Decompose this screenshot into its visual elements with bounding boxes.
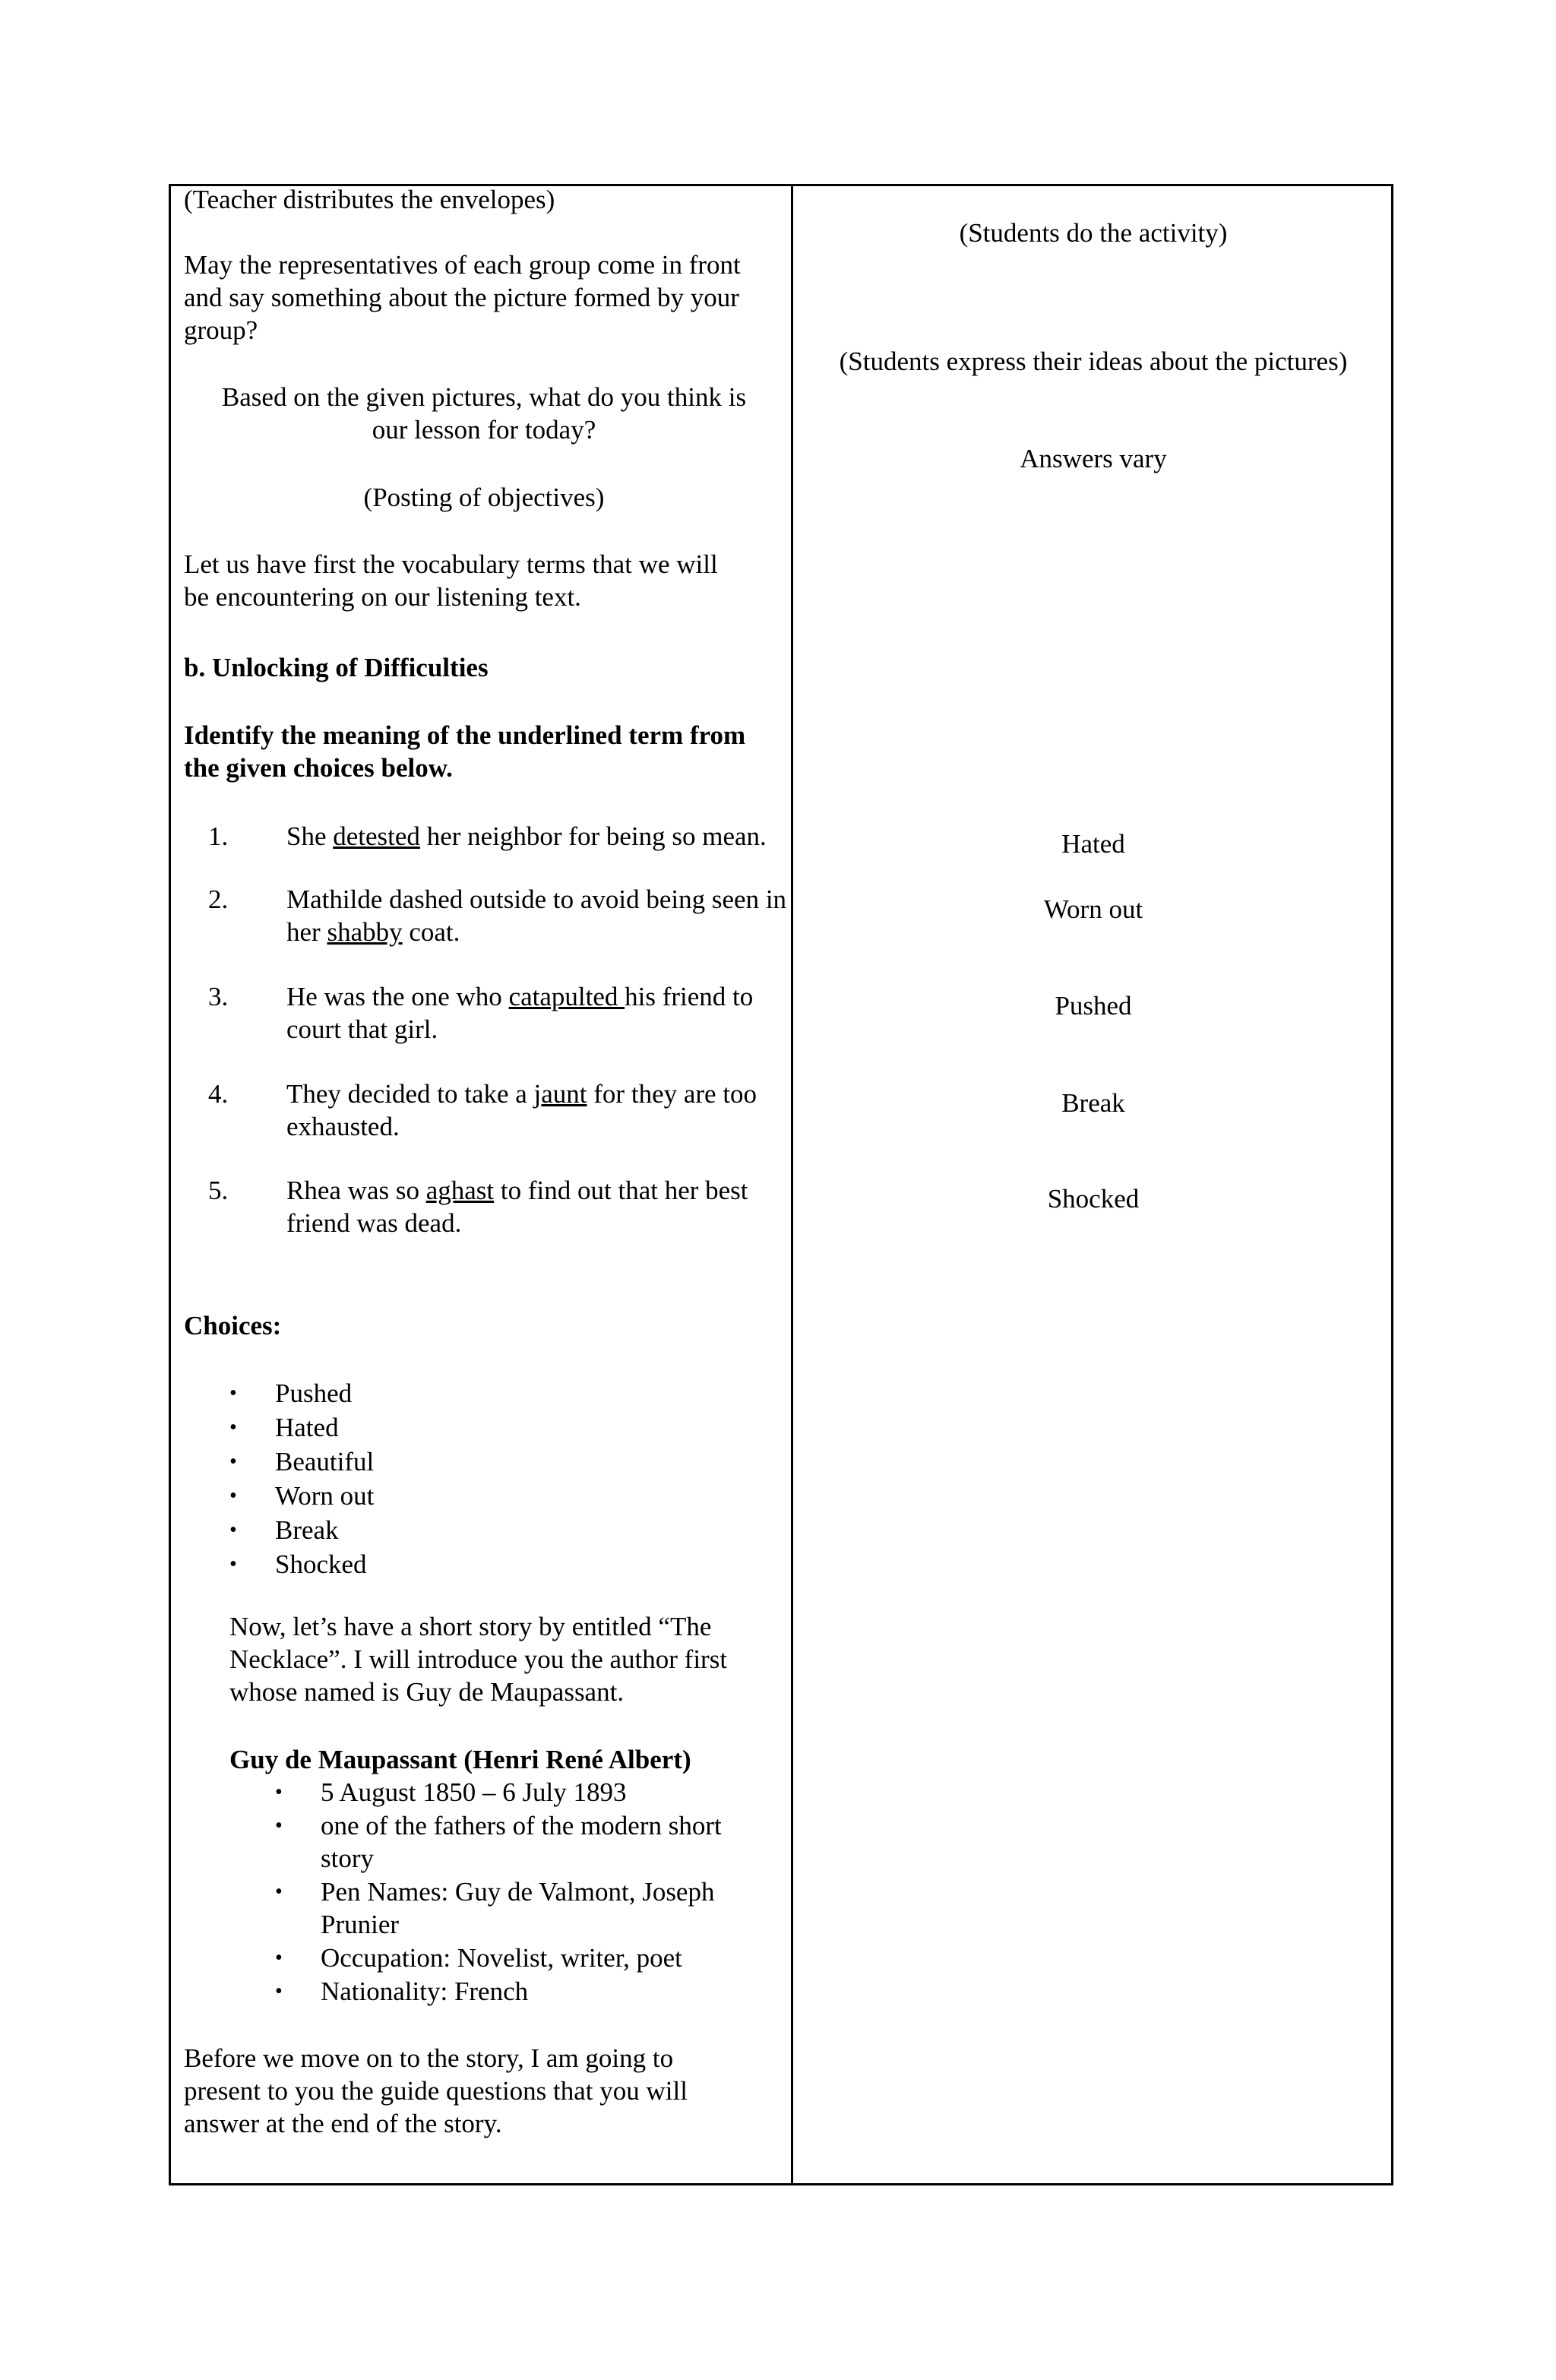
teacher-column [184, 185, 787, 2183]
item-number: 1. [208, 821, 229, 851]
item-number: 3. [208, 982, 229, 1011]
item-sentence: Mathilde dashed outside to avoid being seen in her shabby coat. [286, 885, 787, 947]
underlined-term: catapulted [508, 982, 625, 1011]
underlined-term: detested [333, 821, 420, 851]
bullet-icon: • [229, 1416, 237, 1439]
bullet-icon: • [275, 1880, 283, 1904]
item-sentence: He was the one who catapulted his friend to court that girl. [286, 982, 754, 1044]
answer-item: Hated [1061, 829, 1125, 859]
teacher-distributes-text: (Teacher distributes the envelopes) [184, 185, 555, 214]
item-number: 2. [208, 885, 229, 914]
bullet-icon: • [229, 1484, 237, 1508]
bullet-icon: • [229, 1381, 237, 1405]
answer-item: Worn out [1043, 894, 1143, 924]
author-fact: 5 August 1850 – 6 July 1893 [321, 1777, 627, 1807]
item-sentence: They decided to take a jaunt for they are too exhausted. [286, 1079, 757, 1141]
underlined-term: jaunt [533, 1079, 587, 1109]
choices-heading: Choices: [184, 1311, 282, 1340]
bullet-icon: • [229, 1552, 237, 1576]
answer-item: Shocked [1047, 1184, 1140, 1214]
item-sentence: Rhea was so aghast to find out that her best friend was dead. [286, 1176, 748, 1238]
vocabulary-intro-line-1: Let us have first the vocabulary terms that we will [184, 549, 718, 579]
unlocking-difficulties-heading: b. Unlocking of Difficulties [184, 653, 489, 682]
item-number: 5. [208, 1176, 229, 1205]
story-intro-line-1: Now, let’s have a short story by entitled “The [229, 1612, 712, 1641]
author-heading: Guy de Maupassant (Henri René Albert) [229, 1745, 691, 1774]
author-fact: Pen Names: Guy de Valmont, Joseph Prunier [321, 1877, 715, 1939]
representatives-text-line-1: May the representatives of each group come in front [184, 250, 741, 280]
choice-item: Hated [275, 1413, 339, 1442]
students-express-text: (Students express their ideas about the pictures) [839, 347, 1348, 376]
bullet-icon: • [275, 1814, 283, 1837]
author-fact: Nationality: French [321, 1976, 529, 2006]
author-fact: one of the fathers of the modern short story [321, 1811, 722, 1873]
answers-vary-text: Answers vary [1020, 444, 1167, 473]
choice-item: Shocked [275, 1549, 367, 1579]
lesson-question-line-1: Based on the given pictures, what do you think is [221, 382, 747, 412]
closing-line-3: answer at the end of the story. [184, 2109, 502, 2138]
choice-item: Beautiful [275, 1447, 375, 1476]
student-column [795, 186, 1391, 2183]
underlined-term: aghast [425, 1176, 495, 1205]
bullet-icon: • [229, 1518, 237, 1542]
closing-line-2: present to you the guide questions that you will [184, 2076, 688, 2106]
bullet-icon: • [275, 1980, 283, 2003]
answer-item: Break [1061, 1088, 1125, 1118]
posting-objectives-text: (Posting of objectives) [363, 483, 605, 512]
answer-item: Pushed [1055, 991, 1132, 1021]
lesson-question-line-2: our lesson for today? [372, 415, 596, 445]
choice-item: Pushed [275, 1378, 353, 1408]
closing-line-1: Before we move on to the story, I am going to [184, 2043, 674, 2073]
choice-item: Break [275, 1515, 339, 1545]
lesson-table [169, 184, 1393, 2185]
story-intro-line-2: Necklace”. I will introduce you the author first [229, 1644, 728, 1674]
underlined-term: shabby [327, 917, 403, 947]
bullet-icon: • [275, 1780, 283, 1804]
instruction-line-1: Identify the meaning of the underlined term from [184, 720, 746, 750]
bullet-icon: • [229, 1450, 237, 1473]
author-fact: Occupation: Novelist, writer, poet [321, 1943, 682, 1973]
column-divider [791, 186, 793, 2183]
vocabulary-intro-line-2: be encountering on our listening text. [184, 582, 581, 612]
representatives-text-line-2: and say something about the picture formed by your [184, 283, 739, 312]
students-activity-text: (Students do the activity) [959, 218, 1228, 248]
representatives-text-line-3: group? [184, 315, 258, 345]
bullet-icon: • [275, 1946, 283, 1970]
instruction-line-2: the given choices below. [184, 753, 453, 783]
story-intro-line-3: whose named is Guy de Maupassant. [229, 1677, 625, 1707]
choice-item: Worn out [275, 1481, 375, 1511]
item-number: 4. [208, 1079, 229, 1109]
item-sentence: She detested her neighbor for being so mean. [286, 821, 767, 851]
